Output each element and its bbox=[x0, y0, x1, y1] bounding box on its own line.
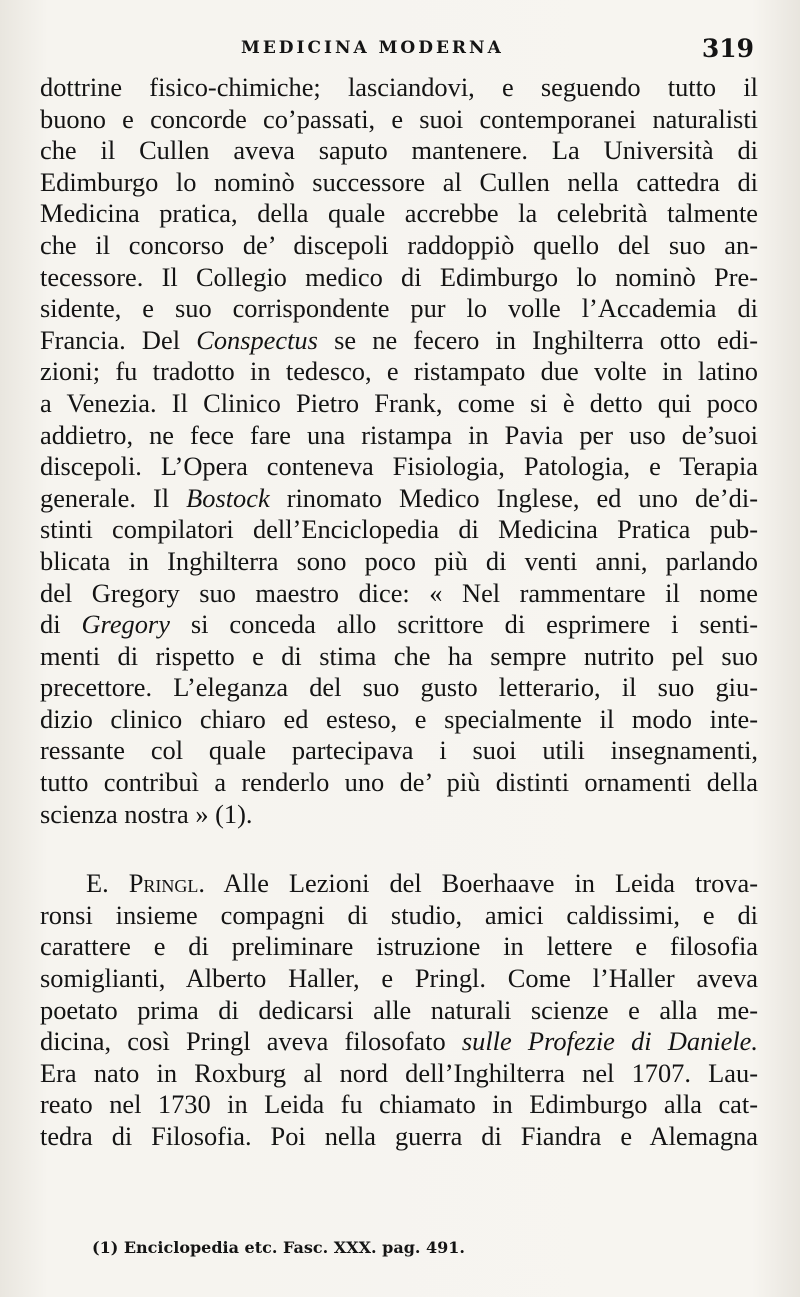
italic-name-gregory: Gregory bbox=[81, 609, 170, 640]
body-text bbox=[40, 72, 758, 1153]
text-line: ronsi insieme compagni di studio, amici caldissimi, e di bbox=[40, 899, 758, 930]
italic-title-conspectus: Conspectus bbox=[196, 324, 318, 355]
text-line: che il Cullen aveva saputo mantenere. La Università di bbox=[40, 135, 758, 166]
section-name-pringl: Pringl. bbox=[128, 868, 205, 899]
text-line: zioni; fu tradotto in tedesco, e ristampato due volte in latino bbox=[40, 356, 758, 387]
text-segment: si conceda allo scrittore di esprimere i senti- bbox=[169, 609, 758, 640]
text-line: precettore. L’eleganza del suo gusto letterario, il suo giu- bbox=[40, 672, 758, 703]
text-line: carattere e di preliminare istruzione in lettere e filosofia bbox=[40, 931, 758, 962]
italic-title-profezie: sulle Profezie di Daniele. bbox=[461, 1026, 758, 1057]
text-line: sidente, e suo corrispondente pur lo volle l’Accademia di bbox=[40, 293, 758, 324]
text-segment: rinomato Medico Inglese, ed uno de’di- bbox=[269, 482, 758, 513]
text-line: addietro, ne fece fare una ristampa in Pavia per uso de’suoi bbox=[40, 419, 758, 450]
text-line: stinti compilatori dell’Enciclopedia di Medicina Pratica pub- bbox=[40, 514, 758, 545]
text-line: menti di rispetto e di stima che ha sempre nutrito pel suo bbox=[40, 640, 758, 671]
text-line bbox=[40, 1026, 758, 1058]
text-segment: dicina, così Pringl aveva filosofato bbox=[40, 1026, 462, 1057]
paragraph-gap bbox=[40, 830, 758, 868]
text-segment: Alle Lezioni del Boerhaave in Leida trova- bbox=[204, 868, 758, 899]
text-line: poetato prima di dedicarsi alle naturali scienze e alla me- bbox=[40, 994, 758, 1025]
text-segment: E. bbox=[86, 868, 129, 899]
text-line: Era nato in Roxburg al nord dell’Inghilterra nel 1707. Lau- bbox=[40, 1057, 758, 1088]
text-line: ressante col quale partecipava i suoi utili insegnamenti, bbox=[40, 735, 758, 766]
text-line: a Venezia. Il Clinico Pietro Frank, come si è detto qui poco bbox=[40, 387, 758, 418]
running-title: MEDICINA MODERNA bbox=[241, 38, 504, 58]
text-line bbox=[40, 483, 758, 515]
text-line: somiglianti, Alberto Haller, e Pringl. Come l’Haller aveva bbox=[40, 963, 758, 994]
text-line: che il concorso de’ discepoli raddoppiò quello del suo an- bbox=[40, 229, 758, 260]
footnote: (1) Enciclopedia etc. Fasc. XXX. pag. 491. bbox=[92, 1238, 465, 1257]
text-segment: generale. Il bbox=[40, 482, 187, 513]
running-head bbox=[0, 34, 800, 70]
text-line: blicata in Inghilterra sono poco più di venti anni, parlando bbox=[40, 545, 758, 576]
text-segment: se ne fecero in Inghilterra otto edi- bbox=[317, 324, 758, 355]
text-line bbox=[40, 609, 758, 641]
text-line: dottrine fisico-chimiche; lasciandovi, e seguendo tutto il bbox=[40, 72, 758, 102]
text-line: del Gregory suo maestro dice: « Nel rammentare il nome bbox=[40, 577, 758, 608]
text-line: Edimburgo lo nominò successore al Cullen nella cattedra di bbox=[40, 166, 758, 197]
text-segment: di bbox=[40, 609, 82, 640]
text-line: Medicina pratica, della quale accrebbe la celebrità talmente bbox=[40, 198, 758, 229]
text-line: tecessore. Il Collegio medico di Edimburgo lo nominò Pre- bbox=[40, 261, 758, 292]
text-segment: Francia. Del bbox=[40, 324, 197, 355]
text-line bbox=[40, 325, 758, 357]
text-line: discepoli. L’Opera conteneva Fisiologia, Patologia, e Terapia bbox=[40, 451, 758, 482]
text-line bbox=[40, 868, 758, 900]
italic-name-bostock: Bostock bbox=[186, 482, 270, 513]
text-line: dizio clinico chiaro ed esteso, e specialmente il modo inte- bbox=[40, 703, 758, 734]
page-number: 319 bbox=[701, 34, 754, 63]
paragraph-gregory bbox=[40, 72, 758, 830]
text-line: tedra di Filosofia. Poi nella guerra di Fiandra e Alemagna bbox=[40, 1121, 758, 1151]
text-line: reato nel 1730 in Leida fu chiamato in Edimburgo alla cat- bbox=[40, 1089, 758, 1120]
text-line: scienza nostra » (1). bbox=[40, 798, 253, 829]
text-line: buono e concorde co’passati, e suoi contemporanei naturalisti bbox=[40, 103, 758, 134]
text-line: tutto contribuì a renderlo uno de’ più distinti ornamenti della bbox=[40, 767, 758, 798]
paragraph-pringl bbox=[40, 868, 758, 1152]
